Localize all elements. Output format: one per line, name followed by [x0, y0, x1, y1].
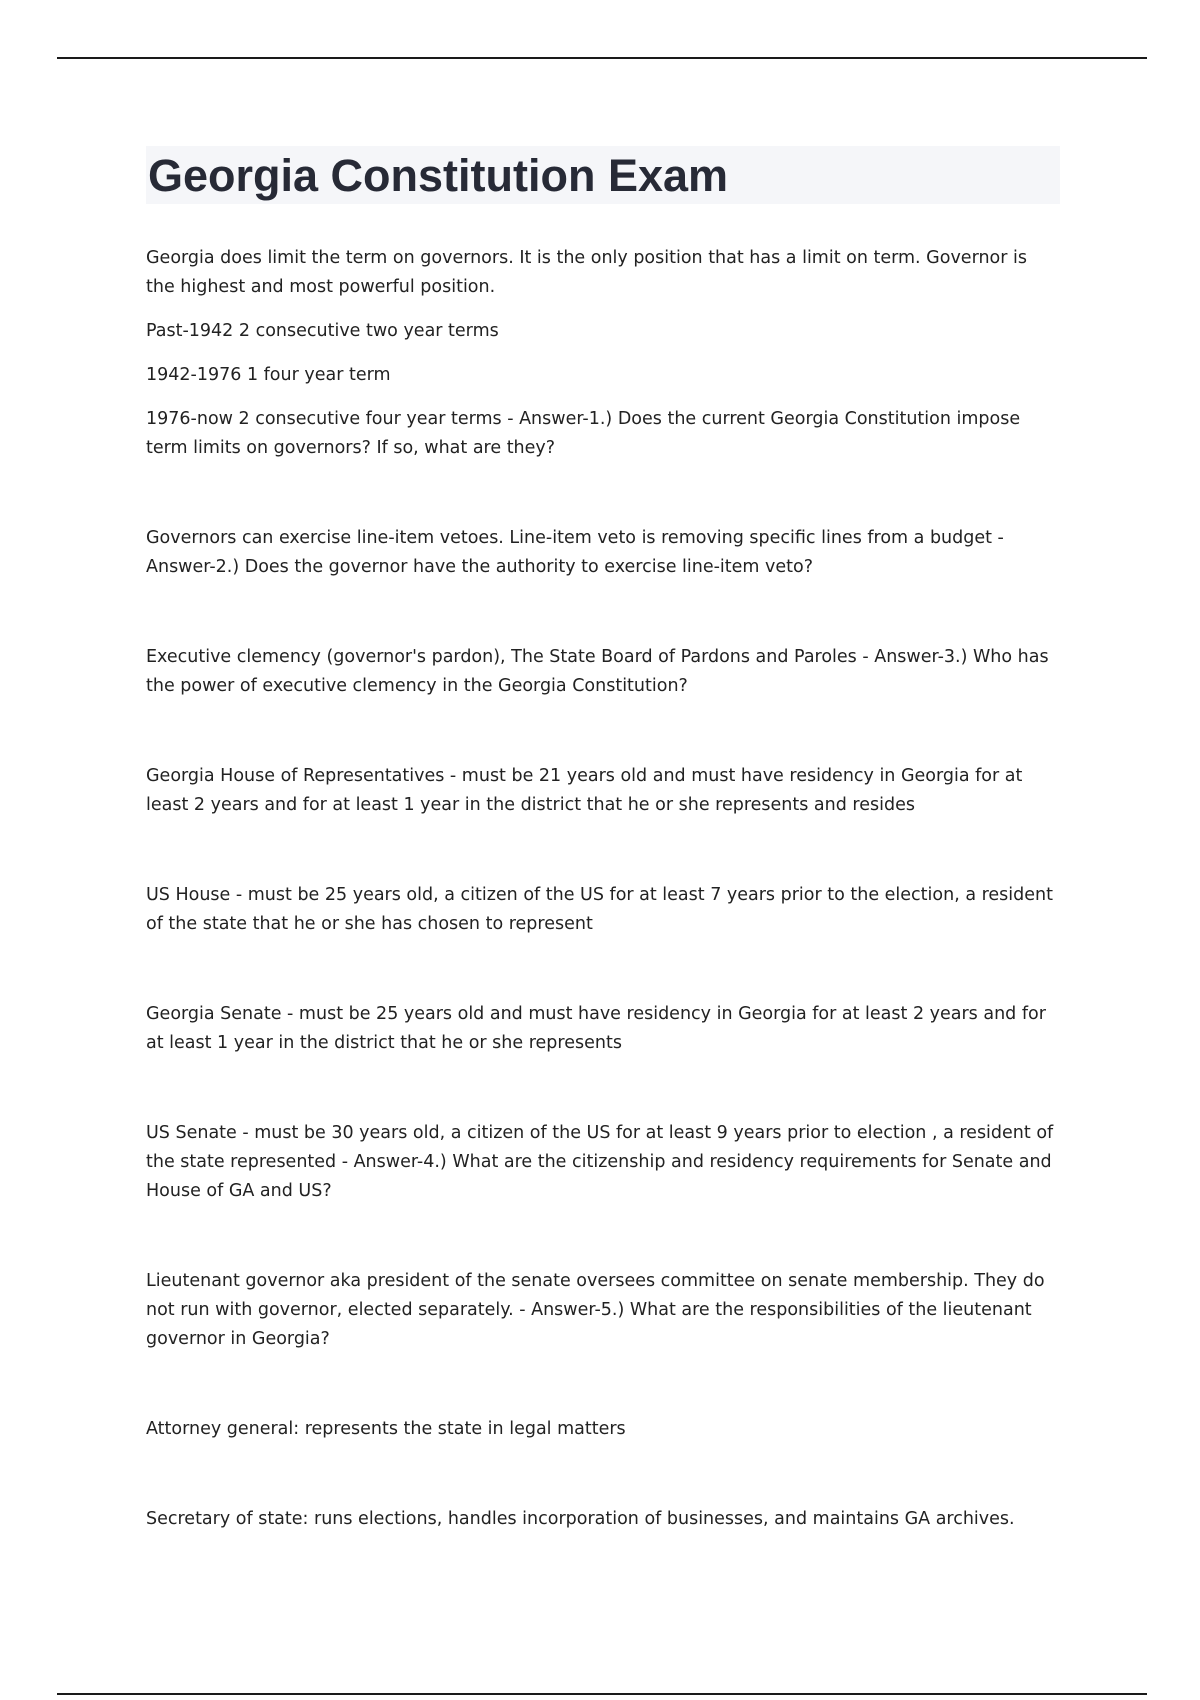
paragraph-ga-house: Georgia House of Representatives - must be 21 years old and must have residency in Georgia for at least 2 years and for at least 1 year in the district that he or she represents and resides — [146, 766, 1023, 815]
paragraph-answer-1: 1976-now 2 consecutive four year terms - Answer-1.) Does the current Georgia Constitution impose term limits on governors? If so, what are they? — [146, 409, 1021, 458]
paragraph-us-house: US House - must be 25 years old, a citizen of the US for at least 7 years prior to the election, a resident of the state that he or she has chosen to represent — [146, 885, 1053, 934]
paragraph-attorney-general: Attorney general: represents the state in legal matters — [146, 1419, 626, 1439]
document-title: Georgia Constitution Exam — [148, 149, 729, 201]
paragraph-secretary-of-state: Secretary of state: runs elections, handles incorporation of businesses, and maintains GA archives. — [146, 1509, 1015, 1529]
top-rule — [57, 57, 1147, 59]
paragraph-past-1942: Past-1942 2 consecutive two year terms — [146, 321, 499, 341]
bottom-rule — [57, 1693, 1147, 1695]
paragraph-ga-senate: Georgia Senate - must be 25 years old and must have residency in Georgia for at least 2 years and for at least 1 year in the district that he or she represents — [146, 1004, 1046, 1053]
paragraph-answer-2: Governors can exercise line-item vetoes. Line-item veto is removing specific lines from a budget - Answer-2.) Does the governor have the authority to exercise line-item veto? — [146, 528, 1004, 577]
paragraph-term-limits: Georgia does limit the term on governors. It is the only position that has a limit on term. Governor is the highest and most powerful position. — [146, 248, 1027, 297]
document-body — [146, 146, 1060, 1534]
paragraph-answer-3: Executive clemency (governor's pardon), The State Board of Pardons and Paroles - Answer-3.) Who has the power of executive clemency in the Georgia Constitution? — [146, 647, 1049, 696]
paragraph-answer-4: US Senate - must be 30 years old, a citizen of the US for at least 9 years prior to election , a resident of the state represented - Answer-4.) What are the citizenship and residency requirements for Senate and House of GA and US? — [146, 1123, 1054, 1201]
paragraph-answer-5: Lieutenant governor aka president of the senate oversees committee on senate membership. They do not run with governor, elected separately. - Answer-5.) What are the responsibilities of the lieutenant governor in Georgia? — [146, 1271, 1045, 1349]
paragraph-1942-1976: 1942-1976 1 four year term — [146, 365, 391, 385]
title-banner — [146, 146, 1060, 204]
